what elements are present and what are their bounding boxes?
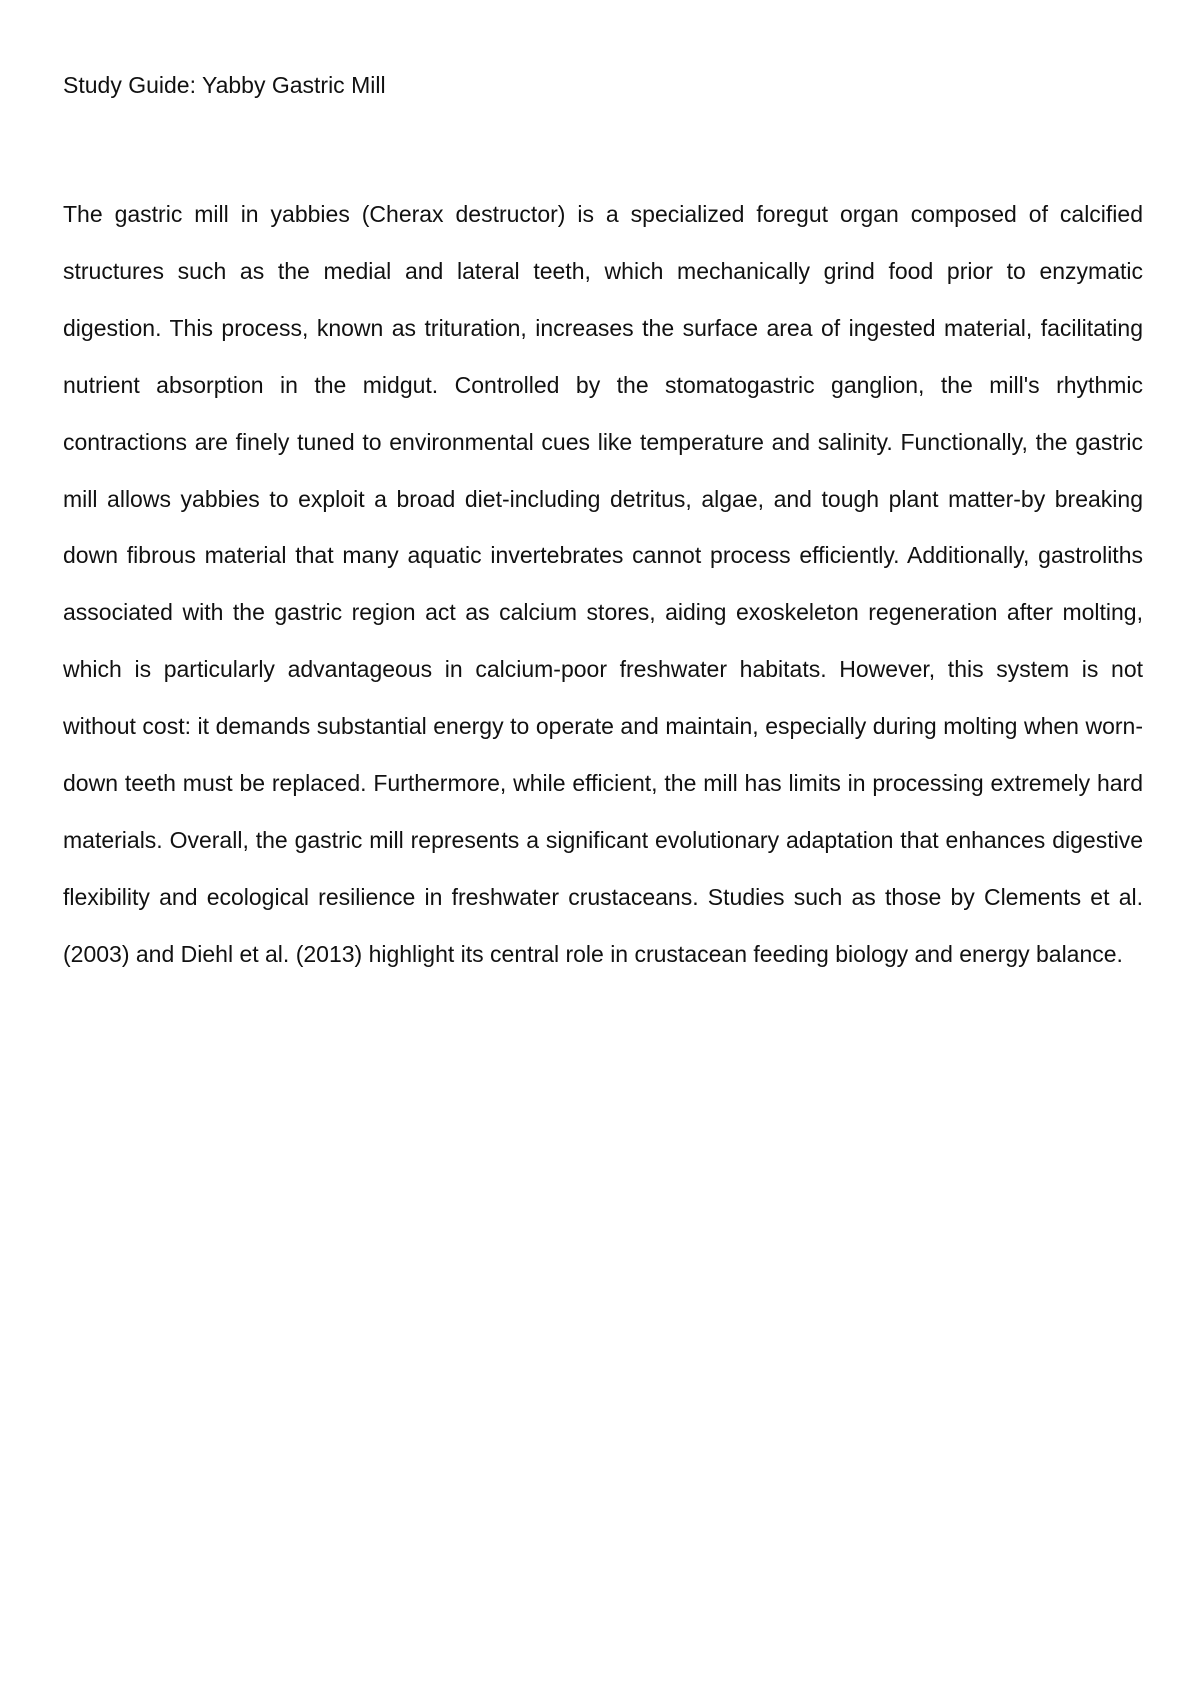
document-body-paragraph: The gastric mill in yabbies (Cherax destructor) is a specialized foregut organ composed of calcified structures such as the medial and lateral teeth, which mechanically grind food prior to enzymatic digestion. This process, known as trituration, increases the surface area of ingested material, facilitating nutrient absorption in the midgut. Controlled by the stomatogastric ganglion, the mill's rhythmic contractions are finely tuned to environmental cues like temperature and salinity. Functionally, the gastric mill allows yabbies to exploit a broad diet-including detritus, algae, and tough plant matter-by breaking down fibrous material that many aquatic invertebrates cannot process efficiently. Additionally, gastroliths associated with the gastric region act as calcium stores, aiding exoskeleton regeneration after molting, which is particularly advantageous in calcium-poor freshwater habitats. However, this system is not without cost: it demands substantial energy to operate and maintain, especially during molting when worn-down teeth must be replaced. Furthermore, while efficient, the mill has limits in processing extremely hard materials. Overall, the gastric mill represents a significant evolutionary adaptation that enhances digestive flexibility and ecological resilience in freshwater crustaceans. Studies such as those by Clements et al. (2003) and Diehl et al. (2013) highlight its central role in crustacean feeding biology and energy balance. (63, 201, 1143, 967)
document-title: Study Guide: Yabby Gastric Mill (63, 72, 386, 98)
